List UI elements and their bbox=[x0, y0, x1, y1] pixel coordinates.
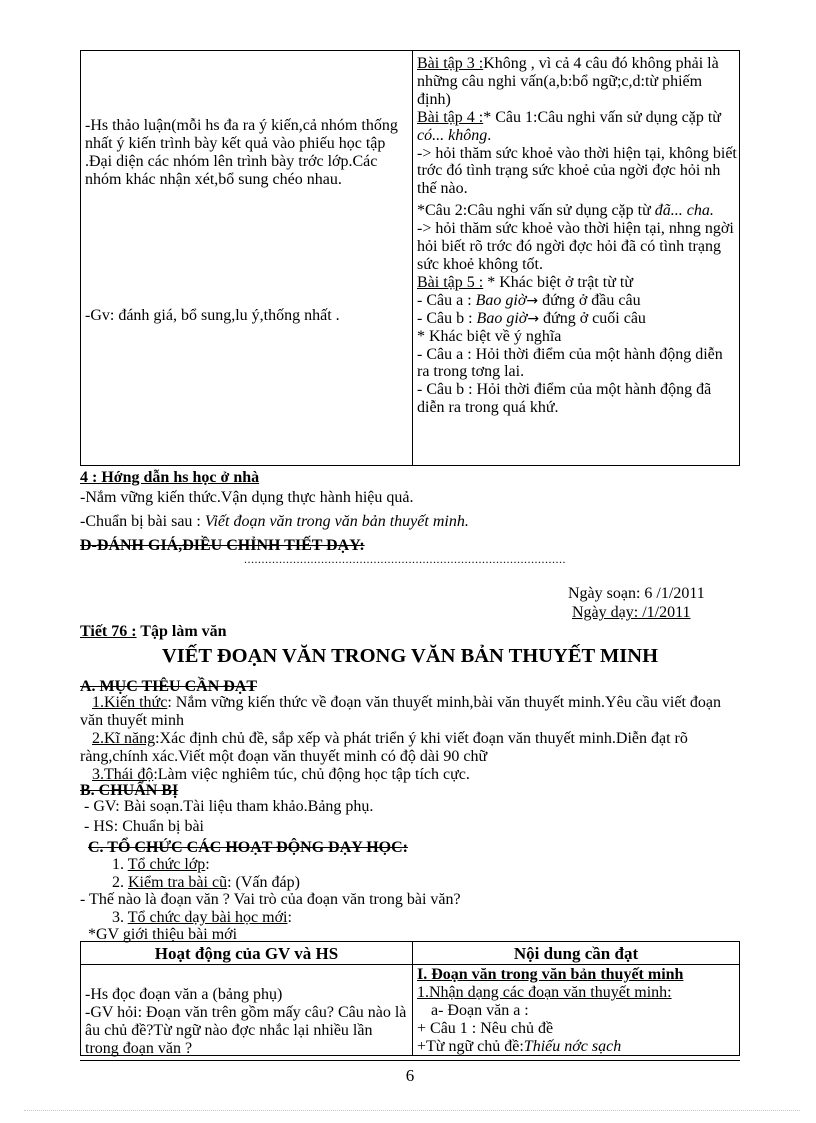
sentence-b-word: Bao giờ bbox=[476, 309, 528, 327]
attitude-label: 3.Thái độ bbox=[92, 766, 154, 783]
content-subheading-text: 1.Nhận dạng các đoạn văn thuyết minh: bbox=[417, 983, 672, 1001]
meaning-heading: * Khác biệt về ý nghĩa bbox=[417, 327, 562, 345]
sentence-a-word: Bao giờ bbox=[475, 291, 527, 309]
lesson-intro: *GV giới thiệu bài mới bbox=[88, 926, 238, 943]
date-prepared: Ngày soạn: 6 /1/2011 bbox=[568, 585, 705, 602]
page-edge bbox=[24, 1110, 800, 1111]
sentence-b-prefix: - Câu b : bbox=[417, 309, 477, 327]
student-discussion: -Hs thảo luận(mỗi hs đa ra ý kiến,cả nhóm thống nhất ý kiến trình bày kết quả vào phiếu học tập .Đại diện các nhóm lên trình bày trớc lớp.Các nhóm khác nhận xét,bổ sung chéo nhau. bbox=[85, 117, 398, 188]
knowledge-text: : Nắm vững kiến thức về đoạn văn thuyết minh,bài văn thuyết minh.Yêu cầu viết đoạn văn thuyết minh bbox=[80, 694, 721, 729]
footer-rule bbox=[80, 1060, 740, 1061]
question-2-explain: -> hỏi thăm sức khoẻ vào thời hiện tại, nhng ngời hỏi biết rõ trớc đó ngời đợc hỏi đã có tình trạng sức khoẻ không tốt. bbox=[417, 220, 734, 273]
content-sentence-1: + Câu 1 : Nêu chủ đề bbox=[417, 1019, 554, 1037]
step-review bbox=[112, 874, 300, 892]
teacher-assessment: -Gv: đánh giá, bổ sung,lu ý,thống nhất . bbox=[85, 307, 340, 324]
section-c-heading bbox=[88, 839, 408, 857]
dotted-line: ............................................................................................ bbox=[244, 552, 566, 566]
keywords-word: Thiếu nớc sạch bbox=[523, 1037, 622, 1055]
content-subheading bbox=[417, 984, 739, 1002]
exercise-4-pair: có... không bbox=[417, 126, 488, 144]
homework-item-1: -Nắm vững kiến thức.Vận dụng thực hành hiệu quả. bbox=[80, 489, 414, 506]
column-header-content: Nội dung cần đạt bbox=[513, 944, 639, 963]
step-new-lesson bbox=[112, 909, 292, 927]
table-divider bbox=[412, 51, 413, 465]
step-1-text: Tổ chức lớp bbox=[127, 856, 206, 873]
section-b-heading: B. CHUẨN BỊ bbox=[80, 782, 179, 799]
prep-student: - HS: Chuẩn bị bài bbox=[84, 818, 204, 835]
lesson-subject: Tập làm văn bbox=[136, 623, 227, 640]
question-2-text: *Câu 2:Câu nghi vấn sử dụng cặp từ bbox=[417, 202, 655, 220]
step-1-tail: : bbox=[205, 856, 210, 873]
knowledge-label: 1.Kiến thức bbox=[92, 694, 168, 711]
content-keywords bbox=[417, 1038, 739, 1056]
exercise-4-label: Bài tập 4 : bbox=[417, 108, 484, 126]
homework-item-2-title: Viết đoạn văn trong văn bản thuyết minh. bbox=[204, 513, 469, 530]
arrow-right-icon: → bbox=[526, 292, 539, 309]
step-2-tail: : (Vấn đáp) bbox=[227, 874, 300, 891]
question-2-pair: đã... cha. bbox=[654, 202, 714, 220]
step-2-text: Kiểm tra bài cũ bbox=[128, 874, 228, 891]
section-c-title: C. TỔ CHỨC CÁC HOẠT ĐỘNG DẠY HỌC: bbox=[88, 839, 409, 856]
meaning-b: - Câu b : Hỏi thời điểm của một hành động đã diễn ra trong quá khứ. bbox=[417, 381, 712, 417]
column-header-activities: Hoạt động của GV và HS bbox=[154, 944, 339, 963]
sentence-a-prefix: - Câu a : bbox=[417, 291, 476, 309]
header-divider bbox=[81, 964, 739, 965]
lesson-title: VIẾT ĐOẠN VĂN TRONG VĂN BẢN THUYẾT MINH bbox=[161, 645, 659, 667]
exercise-table bbox=[80, 50, 740, 466]
homework-item-2 bbox=[80, 513, 469, 531]
exercise-3-text: Không , vì cả 4 câu đó không phải là những câu nghi vấn(a,b:bổ ngữ;c,d:từ phiếm định) bbox=[417, 55, 719, 108]
content-cell bbox=[417, 966, 739, 1056]
objective-skills bbox=[80, 730, 742, 766]
skills-text: :Xác định chủ đề, sắp xếp và phát triển ý khi viết đoạn văn thuyết minh.Diễn đạt rõ ràng,chính xác.Viết một đoạn văn thuyết minh có độ dài 90 chữ bbox=[80, 730, 688, 765]
activity-line-1: -Hs đọc đoạn văn a (bảng phụ) bbox=[85, 986, 283, 1003]
content-heading: I. Đoạn văn trong văn bản thuyết minh bbox=[417, 966, 684, 983]
step-2-number: 2. bbox=[112, 874, 128, 891]
exercise-5-text: * Khác biệt ở trật từ từ bbox=[483, 273, 633, 291]
arrow-right-icon: → bbox=[527, 310, 540, 327]
review-question: - Thế nào là đoạn văn ? Vai trò của đoạn văn trong bài văn? bbox=[80, 891, 461, 908]
skills-label: 2.Kĩ năng bbox=[92, 730, 156, 747]
homework-item-2-prefix: -Chuẩn bị bài sau : bbox=[80, 513, 205, 530]
step-1-number: 1. bbox=[112, 856, 128, 873]
lesson-number: Tiết 76 : bbox=[80, 623, 137, 640]
activity-line-2: -GV hỏi: Đoạn văn trên gồm mấy câu? Câu nào là âu chủ đề?Từ ngữ nào đợc nhắc lại nhiều lần trong đoạn văn ? bbox=[85, 1003, 407, 1057]
lesson-heading bbox=[80, 623, 227, 641]
exercise-3-label: Bài tập 3 : bbox=[417, 55, 484, 72]
step-3-number: 3. bbox=[112, 909, 128, 926]
prep-teacher: - GV: Bài soạn.Tài liệu tham khảo.Bảng phụ. bbox=[84, 798, 374, 815]
objective-knowledge bbox=[80, 694, 742, 730]
exercise-4-explain: -> hỏi thăm sức khoẻ vào thời hiện tại, không biết trớc đó tình trạng sức khoẻ của ngời đợc hỏi nh thế nào. bbox=[417, 144, 737, 198]
step-3-text: Tổ chức dạy bài học mới bbox=[127, 909, 288, 926]
attitude-text: :Làm việc nghiêm túc, chủ động học tập tích cực. bbox=[153, 766, 470, 783]
sentence-b-suffix: đứng ở cuối câu bbox=[539, 309, 646, 327]
exercise-5-label: Bài tập 5 : bbox=[417, 273, 484, 291]
sentence-a-suffix: đứng ở đầu câu bbox=[538, 291, 641, 309]
page-number: 6 bbox=[405, 1066, 415, 1085]
homework-heading: 4 : Hớng dẫn hs học ở nhà bbox=[80, 469, 260, 486]
meaning-a: - Câu a : Hỏi thời điểm của một hành động diễn ra trong tơng lai. bbox=[417, 345, 723, 381]
activity-table bbox=[80, 941, 740, 1056]
keywords-prefix: +Từ ngữ chủ đề: bbox=[417, 1037, 524, 1055]
evaluation-heading: D-ĐÁNH GIÁ,ĐIỀU CHỈNH TIẾT DẠY: bbox=[80, 537, 365, 554]
exercise-answers: Bài tập 3 :Không , vì cả 4 câu đó không phải là những câu nghi vấn(a,b:bổ ngữ;c,d:từ phiếm định) Bài tập 4 :* Câu 1:Câu nghi vấn sử dụng cặp từ có... không. -> hỏi thăm sức khoẻ vào thời hiện tại, không biết trớc đó tình trạng sức khoẻ của ngời đợc hỏi nh thế nào. *Câu 2:Câu nghi vấn sử dụng cặp từ đã... cha. -> hỏi thăm sức khoẻ vào thời hiện tại, nhng ngời hỏi biết rõ trớc đó ngời đợc hỏi đã có tình trạng sức khoẻ không tốt. Bài tập 5 : * Khác biệt ở trật từ từ - Câu a : Bao giờ→ đứng ở đầu câu - Câu b : Bao giờ→ đứng ở cuối câu * Khác biệt về ý nghĩa - Câu a : Hỏi thời điểm của một hành động diễn ra trong tơng lai. - Câu b : Hỏi thời điểm của một hành động đã diễn ra trong quá khứ. bbox=[417, 55, 737, 417]
exercise-4-text: * Câu 1:Câu nghi vấn sử dụng cặp từ bbox=[483, 108, 721, 126]
date-taught: Ngày dạy: /1/2011 bbox=[572, 604, 691, 621]
step-organize bbox=[112, 856, 210, 874]
step-3-tail: : bbox=[287, 909, 292, 926]
content-paragraph-a: a- Đoạn văn a : bbox=[431, 1001, 529, 1019]
activity-cell bbox=[85, 986, 407, 1058]
section-a-heading: A. MỤC TIÊU CẦN ĐẠT bbox=[80, 678, 258, 695]
